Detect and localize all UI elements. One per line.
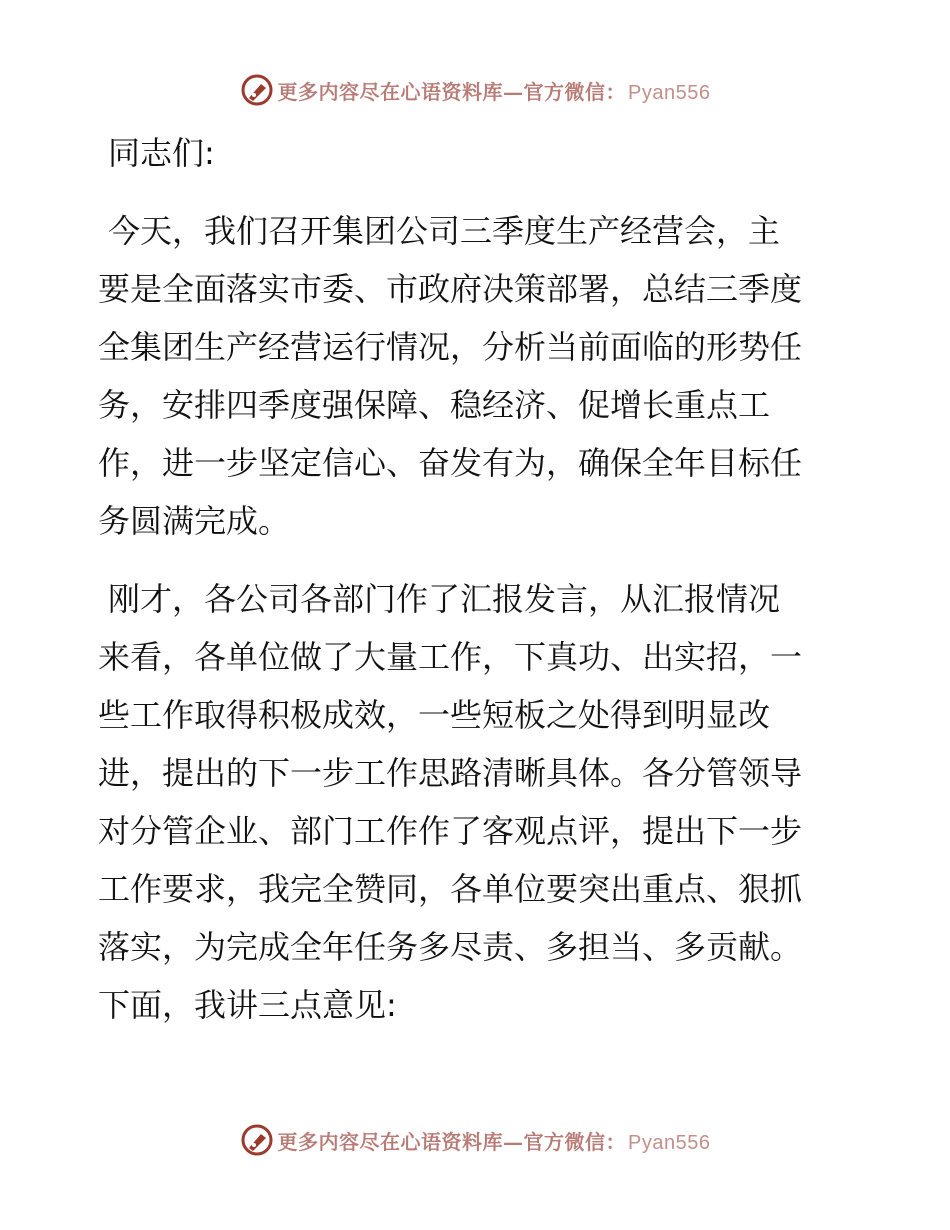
banner-text: 更多内容尽在心语资料库—官方微信： Pyan556 — [277, 79, 711, 104]
text-line: 落实，为完成全年任务多尽责、多担当、多贡献。 — [98, 928, 803, 966]
text-line: 下面，我讲三点意见: — [98, 986, 397, 1024]
banner-text: 更多内容尽在心语资料库—官方微信： Pyan556 — [277, 1129, 711, 1154]
text-line: 务圆满完成。 — [98, 502, 291, 540]
text-line: 进，提出的下一步工作思路清晰具体。各分管领导 — [98, 754, 803, 792]
text-line: 作，进一步坚定信心、奋发有为，确保全年目标任 — [98, 444, 803, 482]
paragraph-1 — [98, 202, 858, 550]
pen-nib-logo-icon — [240, 73, 274, 107]
salutation: 同志们: — [108, 134, 215, 172]
wechat-id: Pyan556 — [628, 81, 711, 104]
text-line: 对分管企业、部门工作作了客观点评，提出下一步 — [98, 812, 803, 850]
text-line: 刚才，各公司各部门作了汇报发言，从汇报情况 — [108, 580, 781, 618]
wechat-id: Pyan556 — [628, 1131, 711, 1154]
text-line: 务，安排四季度强保障、稳经济、促增长重点工 — [98, 386, 771, 424]
pen-nib-logo-icon — [240, 1123, 274, 1157]
text-line: 全集团生产经营运行情况，分析当前面临的形势任 — [98, 328, 803, 366]
text-line: 今天，我们召开集团公司三季度生产经营会，主 — [108, 212, 781, 250]
text-line: 工作要求，我完全赞同，各单位要突出重点、狠抓 — [98, 870, 803, 908]
header-banner — [0, 70, 950, 110]
text-line: 些工作取得积极成效，一些短板之处得到明显改 — [98, 696, 771, 734]
document-body — [98, 124, 858, 1054]
paragraph-2 — [98, 570, 858, 1034]
footer-banner — [0, 1120, 950, 1160]
text-line: 要是全面落实市委、市政府决策部署，总结三季度 — [98, 270, 803, 308]
text-line: 来看，各单位做了大量工作，下真功、出实招，一 — [98, 638, 803, 676]
